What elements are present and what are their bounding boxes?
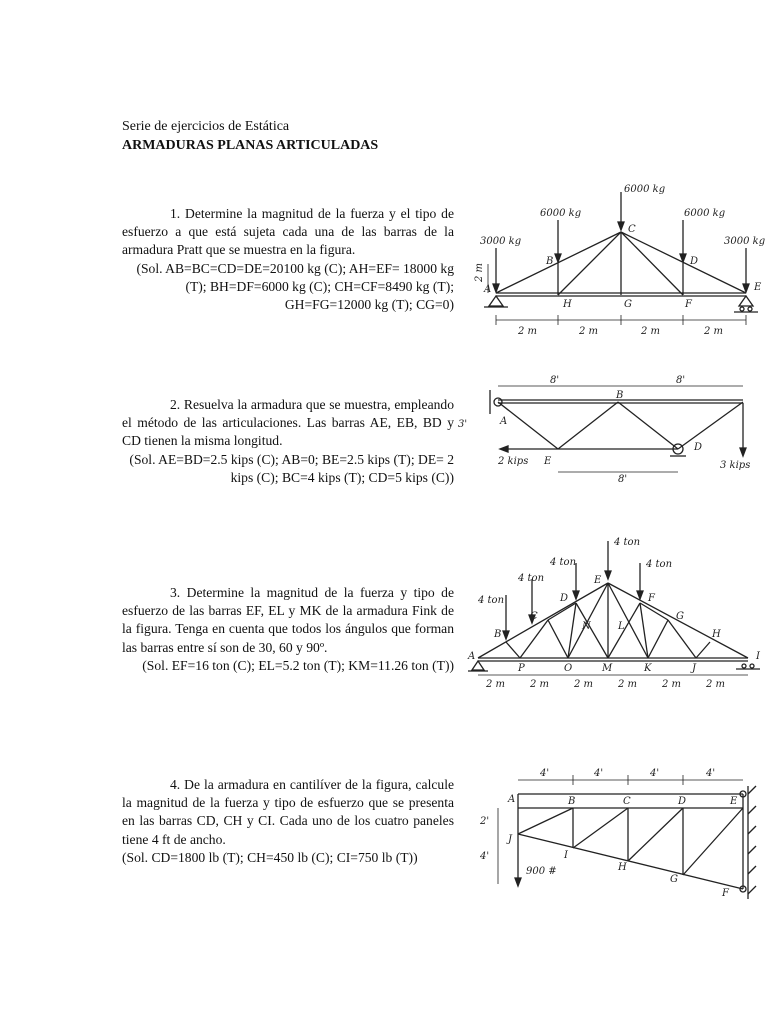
node-label: I	[756, 651, 760, 662]
load-label: 4 ton	[518, 573, 545, 584]
problem-3	[122, 584, 454, 675]
truss-2-figure	[458, 372, 763, 487]
load-arrows	[500, 403, 746, 456]
node-label: D	[678, 796, 687, 807]
dimension-label: 2 m	[706, 679, 726, 690]
pratt-truss-figure	[466, 180, 766, 340]
document-title: ARMADURAS PLANAS ARTICULADAS	[122, 138, 379, 153]
node-label: N	[582, 621, 591, 632]
node-label: A	[468, 651, 476, 662]
node-label: G	[670, 874, 678, 885]
problem-2-solution: (Sol. AE=BD=2.5 kips (C); AB=0; BE=2.5 kips (T); DE= 2 kips (C); BC=4 kips (T); CD=5 kips (C))	[129, 451, 454, 485]
height-label: 2 m	[474, 262, 485, 282]
dimension-lines	[488, 264, 746, 325]
node-label: C	[623, 796, 631, 807]
load-label: 900 #	[526, 866, 557, 877]
node-label: I	[564, 850, 568, 861]
cantilever-truss-figure	[468, 764, 758, 909]
problem-2-statement: 2. Resuelva la armadura que se muestra, empleando el método de las articulaciones. Las barras AE, EB, BD y CD tienen la misma longitud.	[122, 397, 454, 449]
load-label: 6000 kg	[624, 184, 666, 195]
node-label: B	[494, 629, 502, 640]
truss-members	[496, 232, 746, 296]
dimension-label: 8'	[550, 375, 560, 386]
node-label: A	[500, 416, 508, 427]
node-label: F	[722, 888, 729, 899]
truss-members	[498, 400, 743, 449]
problem-4-solution: (Sol. CD=1800 lb (T); CH=450 lb (C); CI=750 lb (T))	[122, 849, 418, 865]
load-label: 6000 kg	[684, 208, 726, 219]
load-label: 3000 kg	[480, 236, 522, 247]
load-arrow	[515, 834, 521, 886]
node-label: P	[518, 663, 525, 674]
node-label: G	[624, 299, 632, 310]
node-label: M	[602, 663, 613, 674]
dimension-label: 2 m	[704, 326, 724, 337]
problem-1-statement: 1. Determine la magnitud de la fuerza y el tipo de esfuerzo a que está sujeta cada una de las barras de la armadura Pratt que se muestra en la figura.	[122, 206, 454, 258]
dimension-label: 2 m	[574, 679, 594, 690]
dimension-label: 2 m	[579, 326, 599, 337]
node-label: B	[546, 256, 554, 267]
node-label: B	[616, 390, 624, 401]
load-label: 4 ton	[550, 557, 577, 568]
load-label: 4 ton	[646, 559, 673, 570]
load-label: 6000 kg	[540, 208, 582, 219]
dimension-label: 4'	[650, 768, 660, 779]
dimension-label: 2 m	[662, 679, 682, 690]
node-label: D	[694, 442, 703, 453]
load-label: 3 kips	[720, 460, 751, 471]
node-label: D	[690, 256, 699, 267]
support-icon	[484, 296, 758, 312]
node-label: G	[676, 611, 684, 622]
load-label: 2 kips	[498, 456, 529, 467]
document-heading	[122, 117, 378, 155]
load-label: 4 ton	[478, 595, 505, 606]
node-label: E	[594, 575, 602, 586]
dimension-label: 2 m	[530, 679, 550, 690]
problem-2	[122, 396, 454, 487]
node-label: H	[618, 862, 627, 873]
node-label: C	[628, 224, 636, 235]
node-label: D	[560, 593, 569, 604]
node-label: A	[508, 794, 516, 805]
node-label: L	[618, 621, 625, 632]
height-label: 3'	[458, 419, 468, 430]
node-label: F	[648, 593, 655, 604]
support-icon	[468, 661, 760, 671]
height-label: 2'	[480, 816, 490, 827]
dimension-label: 2 m	[618, 679, 638, 690]
problem-4	[122, 776, 454, 867]
problem-1	[122, 205, 454, 314]
node-label: O	[564, 663, 573, 674]
load-label: 3000 kg	[724, 236, 766, 247]
node-label: A	[484, 284, 492, 295]
problem-1-solution: (Sol. AB=BC=CD=DE=20100 kg (C); AH=EF= 18000 kg (T); BH=DF=6000 kg (C); CH=CF=8490 kg (T); GH=FG=12000 kg (T); CG=0)	[136, 260, 454, 313]
problem-4-statement: 4. De la armadura en cantilíver de la figura, calcule la magnitud de la fuerza y tipo de esfuerzo que se presenta en las barras CD, CH y CI. Cada uno de los cuatro paneles tiene 4 ft de ancho.	[122, 777, 454, 847]
series-subtitle: Serie de ejercicios de Estática	[122, 119, 290, 134]
dimension-label: 2 m	[641, 326, 661, 337]
node-label: F	[685, 299, 692, 310]
load-label: 4 ton	[614, 537, 641, 548]
node-label: K	[644, 663, 652, 674]
dimension-label: 4'	[706, 768, 716, 779]
fink-truss-figure	[468, 535, 768, 695]
height-label: 4'	[480, 851, 490, 862]
truss-members	[478, 583, 748, 661]
node-label: E	[754, 282, 762, 293]
dimension-label: 4'	[540, 768, 550, 779]
node-label: C	[530, 611, 538, 622]
dimension-label: 4'	[594, 768, 604, 779]
node-label: J	[692, 663, 697, 674]
dimension-label: 2 m	[518, 326, 538, 337]
dimension-label: 8'	[618, 474, 628, 485]
problem-3-solution: (Sol. EF=16 ton (C); EL=5.2 ton (T); KM=11.26 ton (T))	[142, 657, 454, 673]
node-label: J	[508, 834, 513, 845]
problem-3-statement: 3. Determine la magnitud de la fuerza y tipo de esfuerzo de las barras EF, EL y MK de la armadura Fink de la figura. Tenga en cuenta que todos los ángulos que forman las barras entre sí son de 30, 60 y 90º.	[122, 585, 454, 655]
node-label: H	[712, 629, 721, 640]
node-label: E	[544, 456, 552, 467]
dimension-label: 8'	[676, 375, 686, 386]
node-label: B	[568, 796, 576, 807]
node-label: H	[563, 299, 572, 310]
node-label: E	[730, 796, 738, 807]
dimension-label: 2 m	[486, 679, 506, 690]
